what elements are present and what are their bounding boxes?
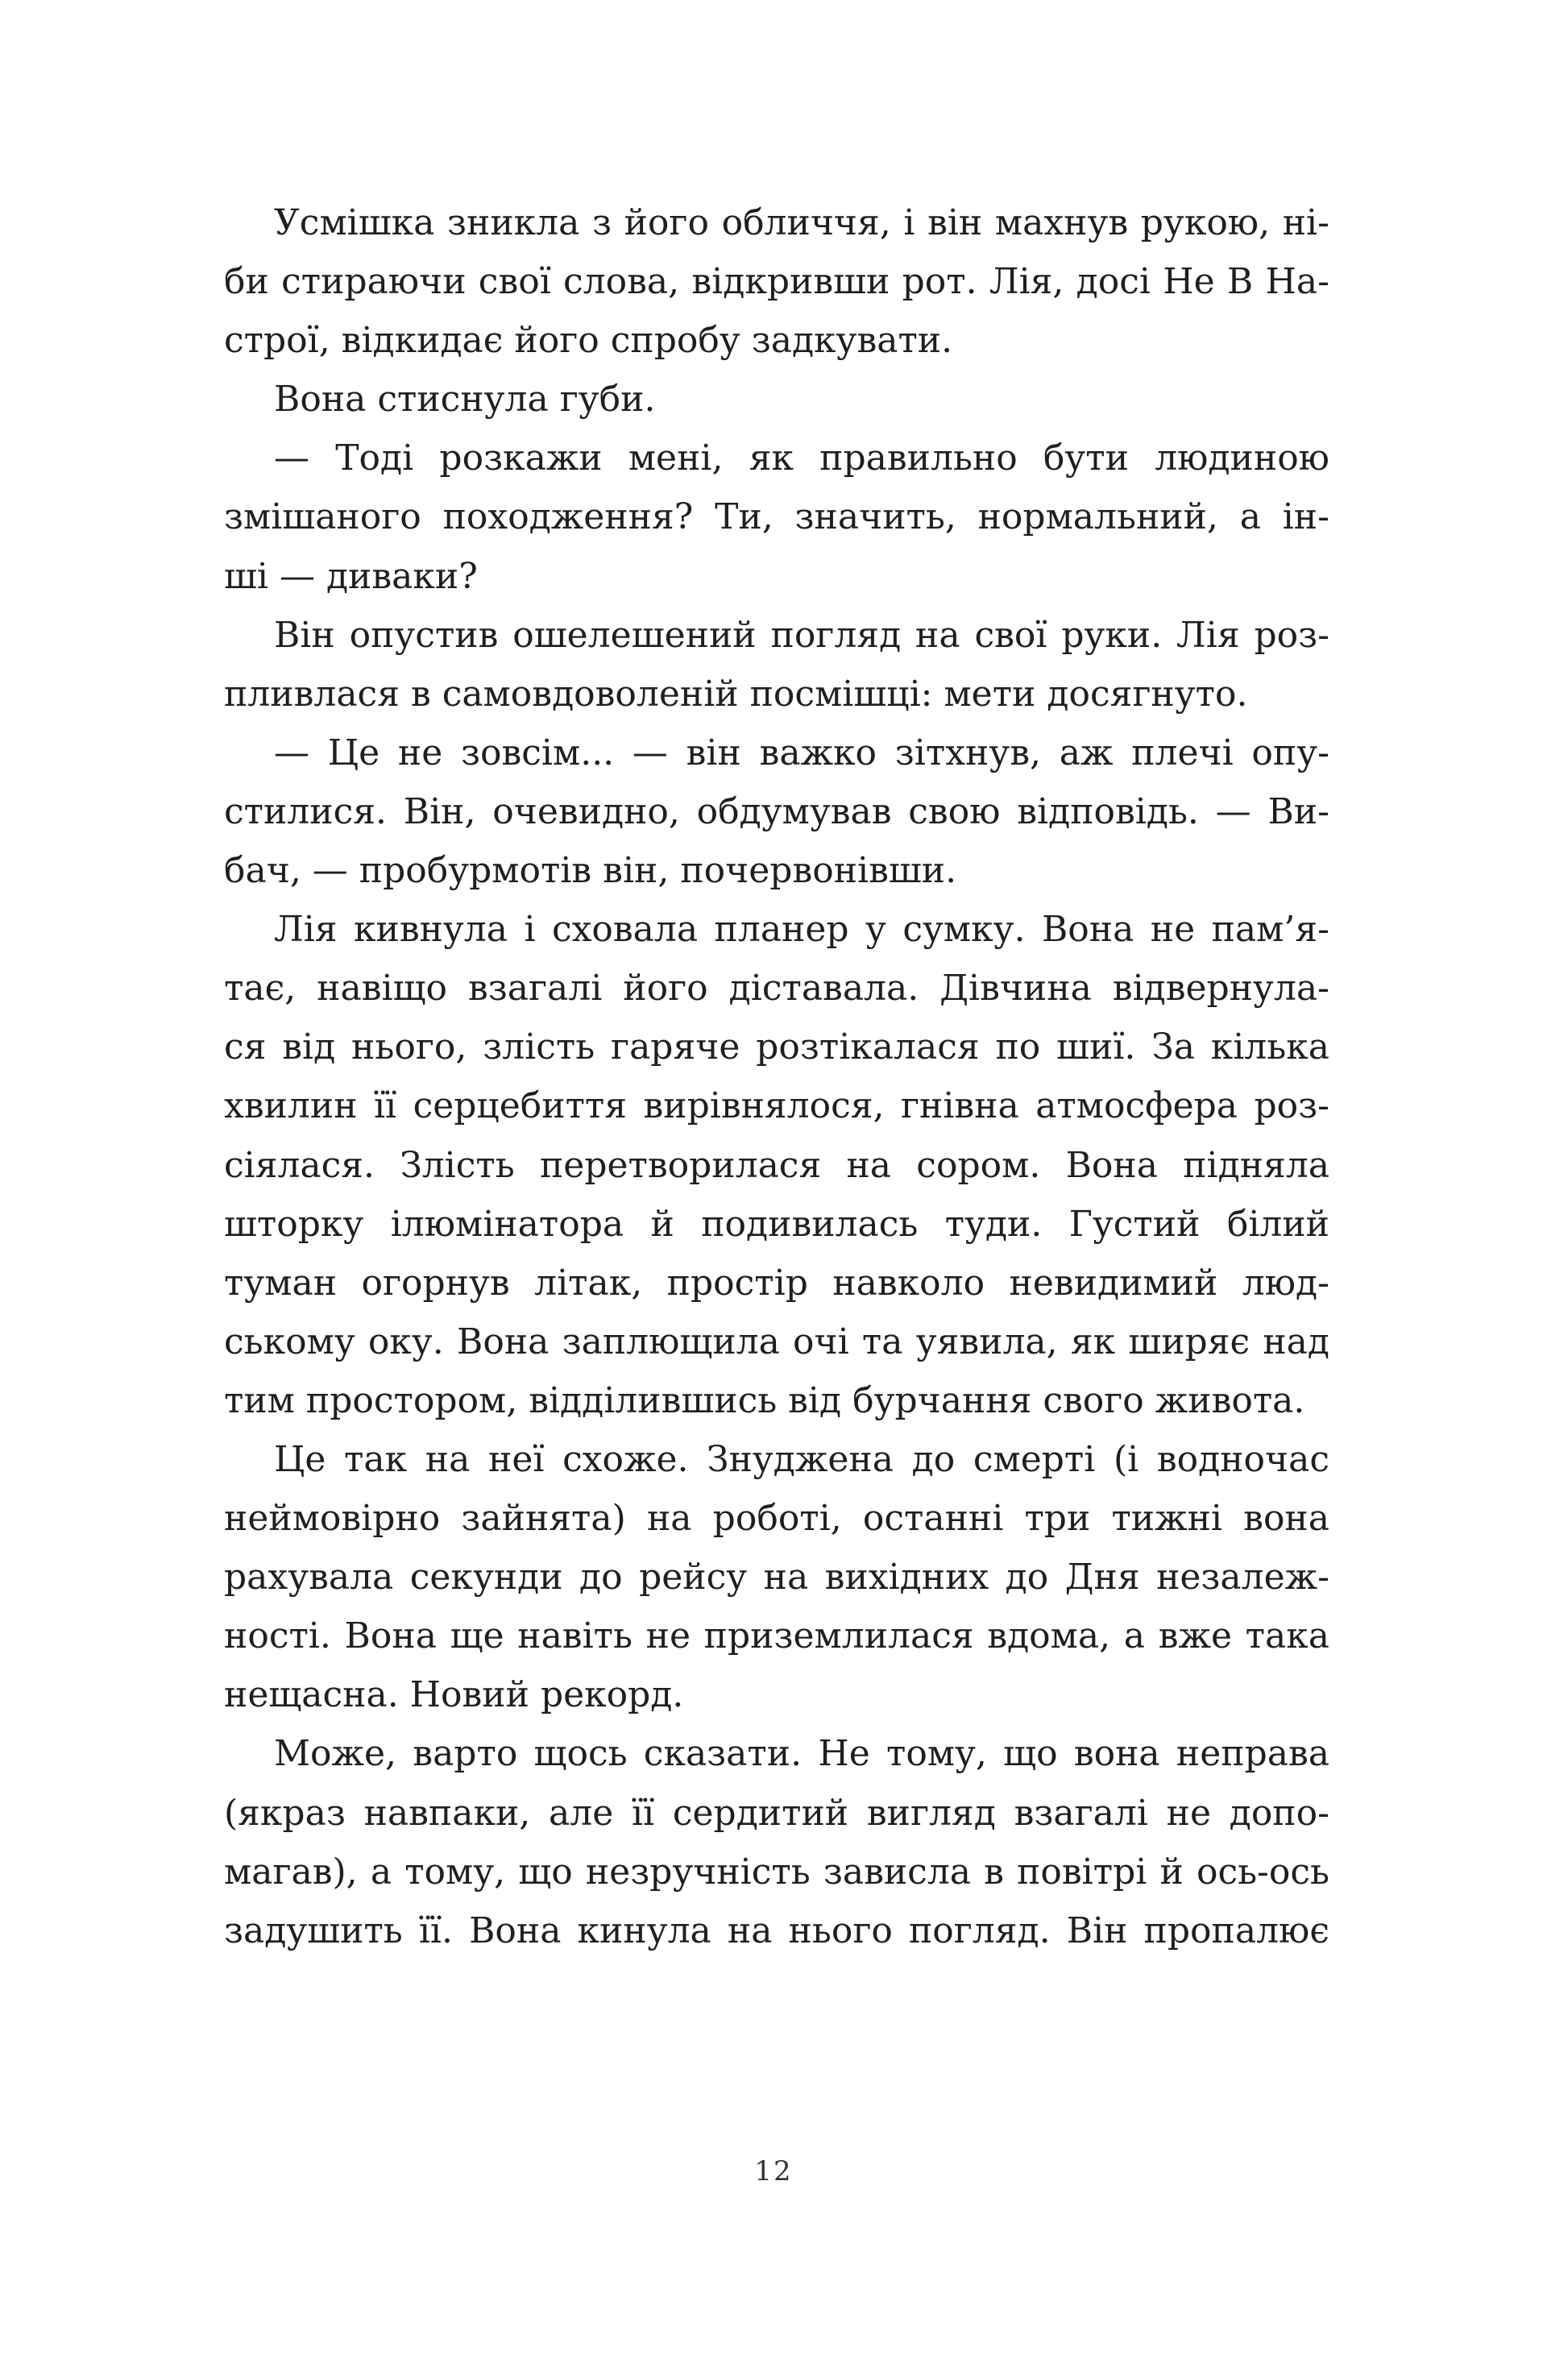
text-line: шторку ілюмінатора й подивилась туди. Густий білий [224,1203,1329,1245]
text-line: туман огорнув літак, простір навколо невидимий люд- [224,1262,1329,1304]
text-line: бач, — пробурмотів він, почервонівши. [224,850,957,892]
text-line: тим простором, відділившись від бурчання свого живота. [224,1379,1305,1421]
text-line: ності. Вона ще навіть не приземлилася вдома, а вже така [224,1615,1329,1657]
body-text [224,193,1329,1960]
text-line: строї, відкидає його спробу задкувати. [224,320,953,362]
text-line: змішаного походження? Ти, значить, нормальний, а ін- [224,496,1329,538]
text-line: Лія кивнула і сховала планер у сумку. Вона не пам’я- [274,909,1329,951]
text-line: рахувала секунди до рейсу на вихідних до Дня незалеж- [224,1557,1329,1598]
text-line: — Це не зовсім... — він важко зітхнув, аж плечі опу- [274,732,1329,773]
text-line: ському оку. Вона заплющила очі та уявила, як ширяє над [224,1321,1329,1362]
text-line: нещасна. Новий рекорд. [224,1674,684,1716]
text-line: би стираючи свої слова, відкривши рот. Лія, досі Не В На- [224,261,1329,303]
text-line: Він опустив ошелешений погляд на свої руки. Лія роз- [274,614,1329,656]
text-line: Вона стиснула губи. [274,379,656,421]
page-number: 12 [754,2155,793,2187]
text-line: тає, навіщо взагалі його діставала. Дівчина відвернула- [224,968,1329,1010]
text-line: пливлася в самовдоволеній посмішці: мети досягнуто. [224,673,1248,715]
text-line: ся від нього, злість гаряче розтікалася по шиї. За кілька [224,1026,1329,1068]
text-line: задушить її. Вона кинула на нього погляд. Він пропалює [224,1909,1329,1951]
text-line: ші — диваки? [224,555,478,597]
text-line: неймовірно зайнята) на роботі, останні три тижні вона [224,1498,1329,1540]
text-line: Може, варто щось сказати. Не тому, що вона неправа [274,1733,1329,1775]
text-line: (якраз навпаки, але її сердитий вигляд взагалі не допо- [224,1792,1329,1834]
text-line: Це так на неї схоже. Знуджена до смерті (і водночас [274,1438,1329,1480]
text-line: — Тоді розкажи мені, як правильно бути людиною [274,437,1329,479]
text-line: хвилин її серцебиття вирівнялося, гнівна атмосфера роз- [224,1085,1329,1127]
text-line: сіялася. Злість перетворилася на сором. Вона підняла [224,1144,1329,1186]
text-line: стилися. Він, очевидно, обдумував свою відповідь. — Ви- [224,790,1329,832]
text-line: магав), а тому, що незручність зависла в повітрі й ось-ось [224,1851,1329,1893]
text-line: Усмішка зникла з його обличчя, і він махнув рукою, ні- [274,202,1329,243]
